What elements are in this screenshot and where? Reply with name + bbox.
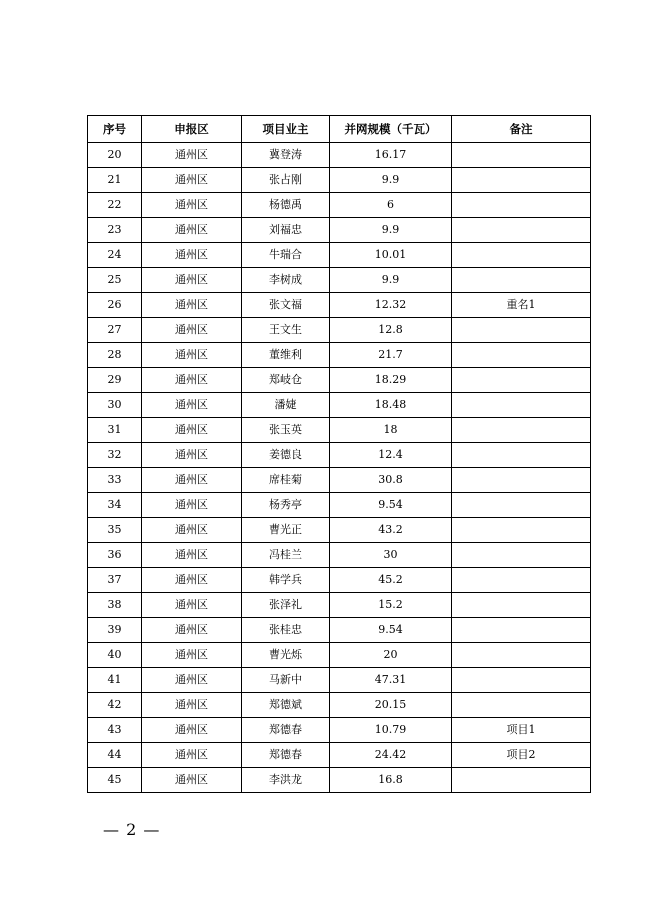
cell-capacity: 10.79 <box>330 718 452 743</box>
table-row <box>88 718 591 743</box>
cell-remarks <box>452 543 591 568</box>
cell-index: 36 <box>88 543 142 568</box>
header-owner: 项目业主 <box>242 116 330 143</box>
cell-capacity: 30 <box>330 543 452 568</box>
cell-capacity: 12.4 <box>330 443 452 468</box>
cell-district: 通州区 <box>142 318 242 343</box>
cell-district: 通州区 <box>142 718 242 743</box>
table-row <box>88 618 591 643</box>
cell-owner: 马新中 <box>242 668 330 693</box>
cell-owner: 牛瑞合 <box>242 243 330 268</box>
cell-index: 32 <box>88 443 142 468</box>
cell-owner: 杨秀亭 <box>242 493 330 518</box>
table-row <box>88 368 591 393</box>
cell-remarks <box>452 168 591 193</box>
cell-capacity: 6 <box>330 193 452 218</box>
cell-capacity: 24.42 <box>330 743 452 768</box>
cell-capacity: 9.54 <box>330 618 452 643</box>
header-capacity: 并网规模（千瓦） <box>330 116 452 143</box>
cell-index: 41 <box>88 668 142 693</box>
table-row <box>88 343 591 368</box>
table-row <box>88 268 591 293</box>
cell-index: 30 <box>88 393 142 418</box>
cell-remarks: 项目2 <box>452 743 591 768</box>
cell-owner: 王文生 <box>242 318 330 343</box>
cell-district: 通州区 <box>142 593 242 618</box>
cell-capacity: 10.01 <box>330 243 452 268</box>
cell-remarks <box>452 443 591 468</box>
cell-owner: 董维利 <box>242 343 330 368</box>
cell-district: 通州区 <box>142 568 242 593</box>
cell-owner: 张文福 <box>242 293 330 318</box>
cell-owner: 郑德春 <box>242 743 330 768</box>
cell-index: 26 <box>88 293 142 318</box>
cell-owner: 郑德春 <box>242 718 330 743</box>
cell-district: 通州区 <box>142 243 242 268</box>
cell-index: 31 <box>88 418 142 443</box>
cell-capacity: 20 <box>330 643 452 668</box>
cell-district: 通州区 <box>142 443 242 468</box>
cell-capacity: 16.8 <box>330 768 452 793</box>
table-row <box>88 168 591 193</box>
cell-capacity: 43.2 <box>330 518 452 543</box>
cell-owner: 席桂菊 <box>242 468 330 493</box>
cell-capacity: 18 <box>330 418 452 443</box>
table-row <box>88 568 591 593</box>
cell-remarks: 重名1 <box>452 293 591 318</box>
table-row <box>88 293 591 318</box>
cell-capacity: 18.29 <box>330 368 452 393</box>
cell-owner: 韩学兵 <box>242 568 330 593</box>
cell-owner: 郑岐仓 <box>242 368 330 393</box>
table-row <box>88 518 591 543</box>
page-number: — 2 — <box>103 820 161 839</box>
cell-owner: 冀登涛 <box>242 143 330 168</box>
cell-district: 通州区 <box>142 268 242 293</box>
cell-district: 通州区 <box>142 643 242 668</box>
cell-remarks <box>452 193 591 218</box>
cell-owner: 张泽礼 <box>242 593 330 618</box>
cell-index: 22 <box>88 193 142 218</box>
cell-owner: 冯桂兰 <box>242 543 330 568</box>
cell-district: 通州区 <box>142 493 242 518</box>
cell-capacity: 18.48 <box>330 393 452 418</box>
cell-district: 通州区 <box>142 468 242 493</box>
table-row <box>88 468 591 493</box>
cell-index: 39 <box>88 618 142 643</box>
table-row <box>88 668 591 693</box>
cell-owner: 杨德禹 <box>242 193 330 218</box>
cell-capacity: 9.9 <box>330 268 452 293</box>
table-row <box>88 643 591 668</box>
cell-index: 21 <box>88 168 142 193</box>
header-district: 申报区 <box>142 116 242 143</box>
cell-capacity: 15.2 <box>330 593 452 618</box>
cell-index: 24 <box>88 243 142 268</box>
cell-district: 通州区 <box>142 518 242 543</box>
cell-index: 44 <box>88 743 142 768</box>
cell-district: 通州区 <box>142 293 242 318</box>
cell-remarks <box>452 343 591 368</box>
cell-district: 通州区 <box>142 618 242 643</box>
cell-capacity: 45.2 <box>330 568 452 593</box>
table-row <box>88 693 591 718</box>
table-body <box>88 143 591 793</box>
cell-owner: 张玉英 <box>242 418 330 443</box>
table-row <box>88 318 591 343</box>
cell-remarks <box>452 143 591 168</box>
cell-index: 23 <box>88 218 142 243</box>
cell-remarks <box>452 318 591 343</box>
cell-remarks <box>452 493 591 518</box>
header-remarks: 备注 <box>452 116 591 143</box>
table-row <box>88 743 591 768</box>
cell-index: 29 <box>88 368 142 393</box>
cell-district: 通州区 <box>142 743 242 768</box>
cell-index: 28 <box>88 343 142 368</box>
cell-capacity: 30.8 <box>330 468 452 493</box>
cell-owner: 刘福忠 <box>242 218 330 243</box>
table-row <box>88 193 591 218</box>
cell-owner: 李洪龙 <box>242 768 330 793</box>
cell-district: 通州区 <box>142 768 242 793</box>
cell-remarks <box>452 218 591 243</box>
cell-district: 通州区 <box>142 343 242 368</box>
cell-district: 通州区 <box>142 418 242 443</box>
cell-remarks <box>452 693 591 718</box>
cell-district: 通州区 <box>142 668 242 693</box>
cell-remarks <box>452 268 591 293</box>
cell-index: 37 <box>88 568 142 593</box>
cell-owner: 曹光正 <box>242 518 330 543</box>
cell-owner: 张占刚 <box>242 168 330 193</box>
cell-remarks <box>452 668 591 693</box>
cell-remarks <box>452 393 591 418</box>
cell-district: 通州区 <box>142 393 242 418</box>
cell-owner: 潘婕 <box>242 393 330 418</box>
cell-capacity: 12.32 <box>330 293 452 318</box>
project-table <box>87 115 591 793</box>
cell-owner: 李树成 <box>242 268 330 293</box>
cell-index: 42 <box>88 693 142 718</box>
cell-remarks: 项目1 <box>452 718 591 743</box>
cell-district: 通州区 <box>142 543 242 568</box>
cell-remarks <box>452 518 591 543</box>
table-row <box>88 593 591 618</box>
cell-district: 通州区 <box>142 218 242 243</box>
cell-owner: 郑德斌 <box>242 693 330 718</box>
cell-capacity: 21.7 <box>330 343 452 368</box>
cell-index: 25 <box>88 268 142 293</box>
header-index: 序号 <box>88 116 142 143</box>
cell-remarks <box>452 618 591 643</box>
table-row <box>88 393 591 418</box>
cell-capacity: 9.54 <box>330 493 452 518</box>
cell-remarks <box>452 568 591 593</box>
cell-owner: 姜德良 <box>242 443 330 468</box>
table-row <box>88 543 591 568</box>
cell-district: 通州区 <box>142 368 242 393</box>
cell-capacity: 20.15 <box>330 693 452 718</box>
table-row <box>88 143 591 168</box>
cell-district: 通州区 <box>142 693 242 718</box>
cell-capacity: 9.9 <box>330 168 452 193</box>
cell-capacity: 16.17 <box>330 143 452 168</box>
cell-capacity: 9.9 <box>330 218 452 243</box>
table-row <box>88 443 591 468</box>
cell-capacity: 47.31 <box>330 668 452 693</box>
cell-remarks <box>452 243 591 268</box>
cell-remarks <box>452 643 591 668</box>
cell-index: 40 <box>88 643 142 668</box>
cell-capacity: 12.8 <box>330 318 452 343</box>
cell-remarks <box>452 468 591 493</box>
cell-index: 45 <box>88 768 142 793</box>
table-row <box>88 768 591 793</box>
cell-index: 33 <box>88 468 142 493</box>
cell-remarks <box>452 593 591 618</box>
cell-remarks <box>452 768 591 793</box>
cell-index: 34 <box>88 493 142 518</box>
cell-owner: 曹光烁 <box>242 643 330 668</box>
cell-index: 35 <box>88 518 142 543</box>
cell-index: 43 <box>88 718 142 743</box>
cell-district: 通州区 <box>142 143 242 168</box>
table-row <box>88 418 591 443</box>
table-row <box>88 493 591 518</box>
cell-remarks <box>452 368 591 393</box>
table-row <box>88 243 591 268</box>
cell-district: 通州区 <box>142 168 242 193</box>
table-row <box>88 218 591 243</box>
cell-index: 38 <box>88 593 142 618</box>
cell-owner: 张桂忠 <box>242 618 330 643</box>
cell-index: 20 <box>88 143 142 168</box>
cell-index: 27 <box>88 318 142 343</box>
table-header-row <box>88 116 591 143</box>
cell-district: 通州区 <box>142 193 242 218</box>
cell-remarks <box>452 418 591 443</box>
